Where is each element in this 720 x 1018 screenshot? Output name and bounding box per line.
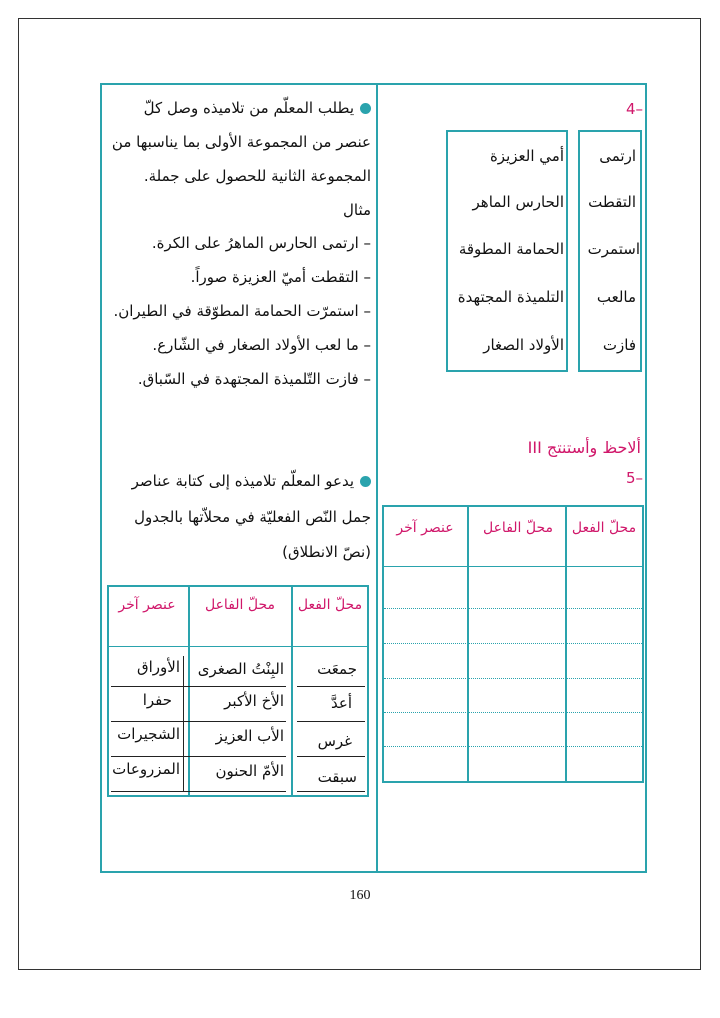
column-header: عنصر آخر <box>396 520 454 536</box>
verb-item: ارتمى <box>599 147 636 165</box>
exercise5-number: 5– <box>625 469 643 487</box>
table-cell: حفرا <box>142 691 172 709</box>
table-cell: البِنْتُ الصغرى <box>197 660 284 678</box>
note1-line: المجموعة الثانية للحصول على جملة. <box>143 167 371 185</box>
subject-item: التلميذة المجتهدة <box>457 288 564 306</box>
table-cell: غرس <box>317 732 352 750</box>
example-line: – فازت التّلميذة المجتهدة في السّباق. <box>137 370 371 388</box>
table-cell: المزروعات <box>112 760 180 778</box>
note1-line: عنصر من المجموعة الأولى بما يناسبها من <box>111 133 371 151</box>
table-cell: الأوراق <box>136 658 180 676</box>
example-line: – استمرّت الحمامة المطوّقة في الطيران. <box>113 302 371 320</box>
column-divider <box>376 83 378 873</box>
page-number: 160 <box>349 888 371 903</box>
table-cell: أعدَّ <box>331 694 352 712</box>
subject-item: الحمامة المطوقة <box>458 240 564 258</box>
verb-item: مالعب <box>596 288 636 306</box>
note2-line: (نصّ الانطلاق) <box>282 543 371 561</box>
verb-item: فازت <box>602 336 636 354</box>
subject-item: الحارس الماهر <box>472 193 564 211</box>
bullet-icon <box>360 476 371 487</box>
exercise5-table <box>382 505 644 783</box>
column-header: عنصر آخر <box>118 597 176 613</box>
table-cell: جمعَت <box>317 660 357 678</box>
exercise4-number: 4– <box>625 100 643 118</box>
bullet-icon <box>360 103 371 114</box>
column-header: محلّ الفعل <box>297 597 363 613</box>
example-line: – ارتمى الحارس الماهرُ على الكرة. <box>151 234 371 252</box>
table-cell: الأمّ الحنون <box>215 762 284 780</box>
example-line: – التقطت أميّ العزيزة صوراً. <box>190 268 371 286</box>
column-header: محلّ الفعل <box>571 520 637 536</box>
column-header: محلّ الفاعل <box>482 520 554 536</box>
note2-line: جمل النّص الفعليّة في محلاّتها بالجدول <box>134 508 371 526</box>
table-cell: الأب العزيز <box>215 727 284 745</box>
verb-item: التقطت <box>588 193 636 211</box>
section-title: III ألاحظ وأستنتج <box>527 438 641 457</box>
example-line: – ما لعب الأولاد الصغار في الشّارع. <box>152 336 371 354</box>
note1-line: يطلب المعلّم من تلاميذه وصل كلّ <box>144 99 371 117</box>
table-cell: الشجيرات <box>117 725 180 743</box>
note1-line: مثال <box>342 201 371 219</box>
table-cell: الأخ الأكبر <box>224 692 284 710</box>
column-header: محلّ الفاعل <box>204 597 276 613</box>
verb-item: استمرت <box>587 240 640 258</box>
note2-line: يدعو المعلّم تلاميذه إلى كتابة عناصر <box>132 472 371 490</box>
subject-item: الأولاد الصغار <box>483 336 564 354</box>
table-cell: سبقت <box>317 768 357 786</box>
subject-item: أمي العزيزة <box>489 147 564 165</box>
